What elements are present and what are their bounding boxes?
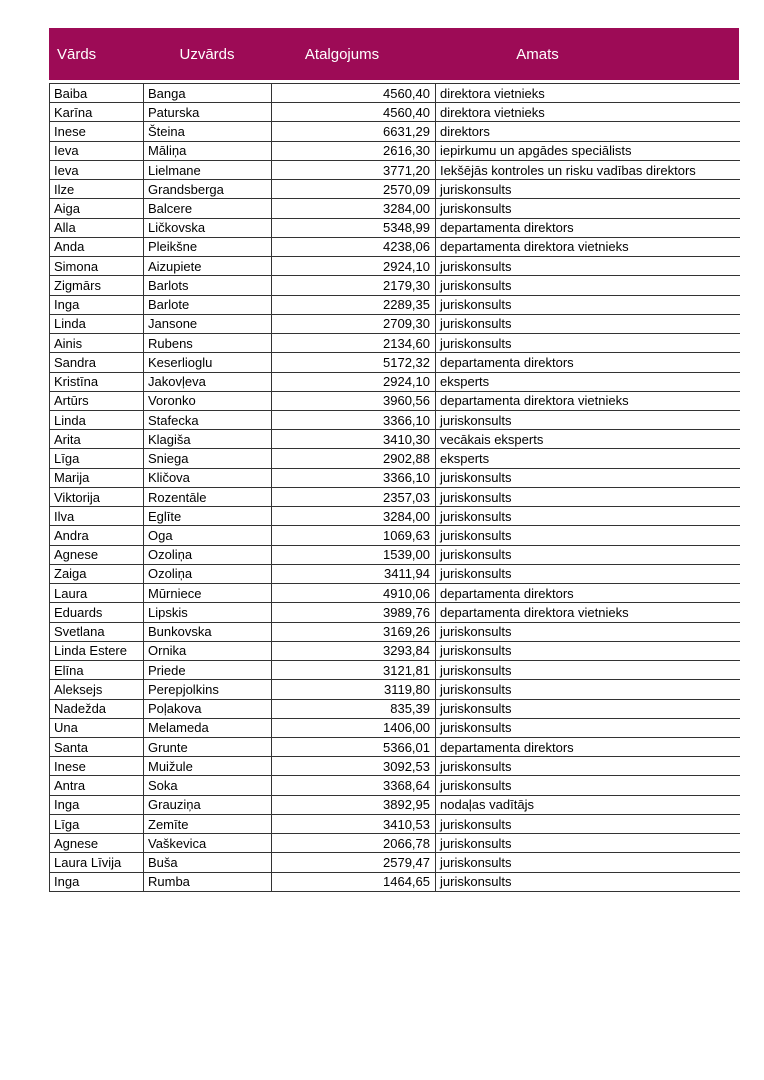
table-row [50, 410, 740, 429]
cell-atalgojums: 4560,40 [272, 84, 436, 103]
cell-atalgojums: 3366,10 [272, 468, 436, 487]
cell-atalgojums: 2709,30 [272, 314, 436, 333]
cell-uzvards: Rumba [144, 872, 272, 891]
cell-atalgojums: 1406,00 [272, 718, 436, 737]
cell-vards: Karīna [50, 103, 144, 122]
cell-amats: direktora vietnieks [436, 103, 740, 122]
table-row [50, 160, 740, 179]
cell-uzvards: Ozoliņa [144, 545, 272, 564]
cell-vards: Eduards [50, 603, 144, 622]
cell-vards: Linda [50, 410, 144, 429]
cell-atalgojums: 2924,10 [272, 372, 436, 391]
cell-vards: Inga [50, 795, 144, 814]
cell-vards: Nadežda [50, 699, 144, 718]
cell-amats: eksperts [436, 449, 740, 468]
cell-uzvards: Oga [144, 526, 272, 545]
cell-uzvards: Sniega [144, 449, 272, 468]
cell-uzvards: Eglīte [144, 507, 272, 526]
table-row [50, 372, 740, 391]
cell-uzvards: Kličova [144, 468, 272, 487]
cell-vards: Baiba [50, 84, 144, 103]
cell-uzvards: Soka [144, 776, 272, 795]
header-cell-amats: Amats [516, 45, 559, 63]
cell-amats: departamenta direktors [436, 584, 740, 603]
cell-atalgojums: 3410,30 [272, 430, 436, 449]
cell-vards: Kristīna [50, 372, 144, 391]
cell-atalgojums: 2579,47 [272, 853, 436, 872]
cell-amats: juriskonsults [436, 814, 740, 833]
cell-uzvards: Rubens [144, 334, 272, 353]
header-cell-uzvards: Uzvārds [179, 45, 235, 63]
table-row [50, 103, 740, 122]
cell-atalgojums: 3411,94 [272, 564, 436, 583]
cell-amats: juriskonsults [436, 487, 740, 506]
cell-amats: departamenta direktors [436, 218, 740, 237]
cell-atalgojums: 3368,64 [272, 776, 436, 795]
cell-atalgojums: 2134,60 [272, 334, 436, 353]
cell-atalgojums: 3119,80 [272, 680, 436, 699]
cell-vards: Aleksejs [50, 680, 144, 699]
cell-uzvards: Rozentāle [144, 487, 272, 506]
cell-amats: departamenta direktora vietnieks [436, 603, 740, 622]
cell-atalgojums: 4560,40 [272, 103, 436, 122]
table-row [50, 487, 740, 506]
cell-atalgojums: 2179,30 [272, 276, 436, 295]
cell-amats: juriskonsults [436, 180, 740, 199]
cell-amats: juriskonsults [436, 314, 740, 333]
cell-amats: Iekšējās kontroles un risku vadības direktors [436, 160, 740, 179]
cell-vards: Arita [50, 430, 144, 449]
cell-vards: Inese [50, 122, 144, 141]
table-row [50, 449, 740, 468]
cell-vards: Santa [50, 737, 144, 756]
cell-vards: Agnese [50, 545, 144, 564]
cell-atalgojums: 3366,10 [272, 410, 436, 429]
cell-amats: departamenta direktors [436, 353, 740, 372]
cell-vards: Andra [50, 526, 144, 545]
cell-amats: juriskonsults [436, 334, 740, 353]
cell-uzvards: Jakovļeva [144, 372, 272, 391]
cell-atalgojums: 3169,26 [272, 622, 436, 641]
cell-uzvards: Jansone [144, 314, 272, 333]
cell-vards: Ilva [50, 507, 144, 526]
cell-uzvards: Lielmane [144, 160, 272, 179]
cell-vards: Zigmārs [50, 276, 144, 295]
cell-uzvards: Melameda [144, 718, 272, 737]
cell-amats: juriskonsults [436, 545, 740, 564]
table-row [50, 853, 740, 872]
cell-uzvards: Balcere [144, 199, 272, 218]
cell-atalgojums: 3284,00 [272, 199, 436, 218]
table-row [50, 603, 740, 622]
table-row [50, 661, 740, 680]
cell-atalgojums: 3960,56 [272, 391, 436, 410]
table-row [50, 564, 740, 583]
cell-uzvards: Priede [144, 661, 272, 680]
table-row [50, 680, 740, 699]
cell-vards: Ainis [50, 334, 144, 353]
cell-atalgojums: 3092,53 [272, 757, 436, 776]
table-row [50, 718, 740, 737]
cell-atalgojums: 3284,00 [272, 507, 436, 526]
cell-vards: Simona [50, 257, 144, 276]
cell-atalgojums: 1539,00 [272, 545, 436, 564]
cell-uzvards: Zemīte [144, 814, 272, 833]
table-row [50, 391, 740, 410]
cell-vards: Antra [50, 776, 144, 795]
cell-amats: juriskonsults [436, 257, 740, 276]
cell-uzvards: Perepjolkins [144, 680, 272, 699]
cell-amats: juriskonsults [436, 468, 740, 487]
cell-amats: juriskonsults [436, 699, 740, 718]
cell-atalgojums: 2616,30 [272, 141, 436, 160]
cell-vards: Zaiga [50, 564, 144, 583]
cell-vards: Laura [50, 584, 144, 603]
table-row [50, 257, 740, 276]
cell-uzvards: Grandsberga [144, 180, 272, 199]
cell-vards: Ieva [50, 160, 144, 179]
cell-uzvards: Grauziņa [144, 795, 272, 814]
cell-amats: nodaļas vadītājs [436, 795, 740, 814]
cell-atalgojums: 6631,29 [272, 122, 436, 141]
table-header [49, 28, 739, 80]
cell-amats: juriskonsults [436, 295, 740, 314]
table-row [50, 776, 740, 795]
cell-vards: Artūrs [50, 391, 144, 410]
cell-uzvards: Stafecka [144, 410, 272, 429]
table-row [50, 199, 740, 218]
salary-table [49, 83, 740, 892]
cell-atalgojums: 2066,78 [272, 834, 436, 853]
cell-uzvards: Ornika [144, 641, 272, 660]
table-row [50, 507, 740, 526]
cell-uzvards: Māliņa [144, 141, 272, 160]
cell-atalgojums: 3771,20 [272, 160, 436, 179]
cell-uzvards: Vaškevica [144, 834, 272, 853]
table-row [50, 834, 740, 853]
cell-atalgojums: 2289,35 [272, 295, 436, 314]
cell-atalgojums: 2924,10 [272, 257, 436, 276]
cell-uzvards: Pleikšne [144, 237, 272, 256]
cell-atalgojums: 5348,99 [272, 218, 436, 237]
salary-table-body [50, 84, 740, 892]
table-row [50, 737, 740, 756]
cell-uzvards: Poļakova [144, 699, 272, 718]
cell-amats: juriskonsults [436, 410, 740, 429]
cell-amats: juriskonsults [436, 507, 740, 526]
cell-atalgojums: 2570,09 [272, 180, 436, 199]
table-row [50, 295, 740, 314]
cell-vards: Laura Līvija [50, 853, 144, 872]
cell-atalgojums: 5172,32 [272, 353, 436, 372]
table-row [50, 84, 740, 103]
cell-uzvards: Barlote [144, 295, 272, 314]
cell-vards: Sandra [50, 353, 144, 372]
cell-uzvards: Bunkovska [144, 622, 272, 641]
cell-amats: juriskonsults [436, 757, 740, 776]
cell-amats: juriskonsults [436, 718, 740, 737]
cell-amats: juriskonsults [436, 564, 740, 583]
cell-amats: direktora vietnieks [436, 84, 740, 103]
cell-amats: vecākais eksperts [436, 430, 740, 449]
table-row [50, 276, 740, 295]
table-row [50, 526, 740, 545]
cell-amats: juriskonsults [436, 661, 740, 680]
table-row [50, 218, 740, 237]
cell-uzvards: Voronko [144, 391, 272, 410]
header-cell-atalgojums: Atalgojums [304, 45, 380, 63]
table-row [50, 757, 740, 776]
cell-vards: Alla [50, 218, 144, 237]
table-row [50, 622, 740, 641]
table-row [50, 545, 740, 564]
cell-vards: Anda [50, 237, 144, 256]
cell-vards: Aiga [50, 199, 144, 218]
cell-amats: direktors [436, 122, 740, 141]
table-row [50, 141, 740, 160]
cell-uzvards: Keserlioglu [144, 353, 272, 372]
table-row [50, 872, 740, 891]
cell-amats: juriskonsults [436, 853, 740, 872]
cell-vards: Marija [50, 468, 144, 487]
header-cell-vards: Vārds [57, 45, 97, 63]
cell-atalgojums: 3121,81 [272, 661, 436, 680]
cell-atalgojums: 3989,76 [272, 603, 436, 622]
cell-amats: juriskonsults [436, 776, 740, 795]
cell-vards: Līga [50, 814, 144, 833]
cell-amats: juriskonsults [436, 641, 740, 660]
cell-uzvards: Ozoliņa [144, 564, 272, 583]
cell-vards: Viktorija [50, 487, 144, 506]
cell-amats: juriskonsults [436, 276, 740, 295]
cell-atalgojums: 3892,95 [272, 795, 436, 814]
cell-atalgojums: 2902,88 [272, 449, 436, 468]
table-row [50, 353, 740, 372]
table-row [50, 814, 740, 833]
cell-atalgojums: 2357,03 [272, 487, 436, 506]
cell-atalgojums: 5366,01 [272, 737, 436, 756]
cell-vards: Agnese [50, 834, 144, 853]
cell-amats: departamenta direktora vietnieks [436, 237, 740, 256]
cell-amats: departamenta direktora vietnieks [436, 391, 740, 410]
cell-amats: juriskonsults [436, 622, 740, 641]
cell-uzvards: Ličkovska [144, 218, 272, 237]
cell-uzvards: Aizupiete [144, 257, 272, 276]
table-row [50, 641, 740, 660]
cell-vards: Līga [50, 449, 144, 468]
cell-atalgojums: 4910,06 [272, 584, 436, 603]
table-row [50, 314, 740, 333]
cell-amats: juriskonsults [436, 199, 740, 218]
table-row [50, 180, 740, 199]
table-row [50, 795, 740, 814]
cell-vards: Ilze [50, 180, 144, 199]
cell-vards: Svetlana [50, 622, 144, 641]
table-row [50, 334, 740, 353]
cell-atalgojums: 835,39 [272, 699, 436, 718]
table-row [50, 699, 740, 718]
table-row [50, 237, 740, 256]
table-row [50, 430, 740, 449]
table-row [50, 468, 740, 487]
cell-amats: juriskonsults [436, 834, 740, 853]
cell-vards: Inga [50, 872, 144, 891]
cell-uzvards: Muižule [144, 757, 272, 776]
cell-uzvards: Buša [144, 853, 272, 872]
cell-atalgojums: 3410,53 [272, 814, 436, 833]
cell-amats: juriskonsults [436, 526, 740, 545]
cell-uzvards: Klagiša [144, 430, 272, 449]
cell-vards: Elīna [50, 661, 144, 680]
cell-uzvards: Banga [144, 84, 272, 103]
cell-uzvards: Mūrniece [144, 584, 272, 603]
cell-atalgojums: 3293,84 [272, 641, 436, 660]
cell-vards: Inese [50, 757, 144, 776]
cell-atalgojums: 4238,06 [272, 237, 436, 256]
cell-uzvards: Paturska [144, 103, 272, 122]
cell-amats: departamenta direktors [436, 737, 740, 756]
table-row [50, 122, 740, 141]
cell-uzvards: Lipskis [144, 603, 272, 622]
cell-vards: Una [50, 718, 144, 737]
cell-amats: eksperts [436, 372, 740, 391]
cell-amats: juriskonsults [436, 872, 740, 891]
cell-vards: Linda [50, 314, 144, 333]
cell-amats: iepirkumu un apgādes speciālists [436, 141, 740, 160]
cell-uzvards: Šteina [144, 122, 272, 141]
cell-atalgojums: 1069,63 [272, 526, 436, 545]
cell-vards: Linda Estere [50, 641, 144, 660]
cell-vards: Ieva [50, 141, 144, 160]
table-row [50, 584, 740, 603]
cell-uzvards: Grunte [144, 737, 272, 756]
cell-amats: juriskonsults [436, 680, 740, 699]
cell-atalgojums: 1464,65 [272, 872, 436, 891]
cell-vards: Inga [50, 295, 144, 314]
cell-uzvards: Barlots [144, 276, 272, 295]
